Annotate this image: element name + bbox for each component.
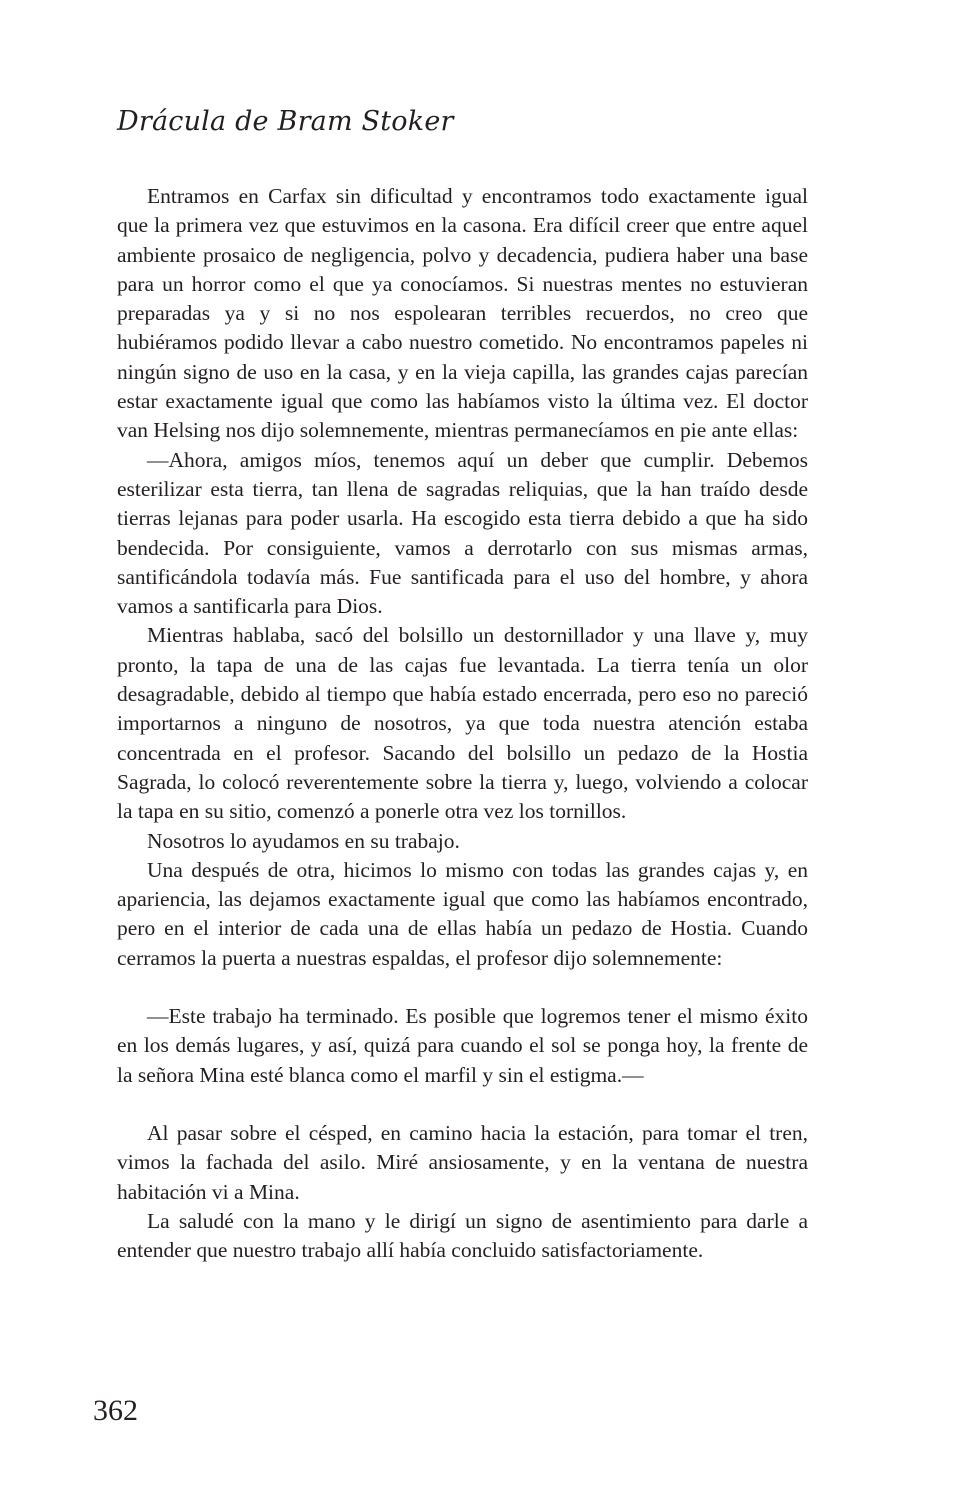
paragraph-spacer (117, 973, 808, 1002)
body-text (117, 182, 808, 1265)
paragraph: La saludé con la mano y le dirigí un signo de asentimiento para darle a entender que nuestro trabajo allí había concluido satisfactoriamente. (117, 1208, 808, 1263)
paragraph: Al pasar sobre el césped, en camino hacia la estación, para tomar el tren, vimos la fachada del asilo. Miré ansiosamente, y en la ventana de nuestra habitación vi a Mina. (117, 1120, 808, 1204)
paragraph-spacer (117, 1090, 808, 1119)
paragraph: Una después de otra, hicimos lo mismo con todas las grandes cajas y, en apariencia, las dejamos exactamente igual que como las habíamos encontrado, pero en el interior de cada una de ellas había un pedazo de Hostia. Cuando cerramos la puerta a nuestras espaldas, el profesor dijo solemnemente: (117, 857, 808, 970)
paragraph: Entramos en Carfax sin dificultad y encontramos todo exactamente igual que la primera vez que estuvimos en la casona. Era difícil creer que entre aquel ambiente prosaico de negligencia, polvo y decadencia, pudiera haber una base para un horror como el que ya conocíamos. Si nuestras mentes no estuvieran preparadas ya y si no nos espolearan terribles recuerdos, no creo que hubiéramos podido llevar a cabo nuestro cometido. No encontramos papeles ni ningún signo de uso en la casa, y en la vieja capilla, las grandes cajas parecían estar exactamente igual que como las habíamos visto la última vez. El doctor van Helsing nos dijo solemnemente, mientras permanecíamos en pie ante ellas: (117, 184, 808, 443)
page-number: 362 (93, 1394, 138, 1427)
paragraph: —Este trabajo ha terminado. Es posible que logremos tener el mismo éxito en los demás lugares, y así, quizá para cuando el sol se ponga hoy, la frente de la señora Mina esté blanca como el marfil y sin el estigma.— (117, 1004, 808, 1087)
running-head-title: Drácula de Bram Stoker (117, 106, 454, 137)
paragraph: Mientras hablaba, sacó del bolsillo un destornillador y una llave y, muy pronto, la tapa de una de las cajas fue levantada. La tierra tenía un olor desagradable, debido al tiempo que había estado encerrada, pero eso no pareció importarnos a ninguno de nosotros, ya que toda nuestra atención estaba concentrada en el profesor. Sacando del bolsillo un pedazo de la Hostia Sagrada, lo colocó reverentemente sobre la tierra y, luego, volviendo a colocar la tapa en su sitio, comenzó a ponerle otra vez los tornillos. (117, 623, 808, 824)
paragraph: —Ahora, amigos míos, tenemos aquí un deber que cumplir. Debemos esterilizar esta tierra, tan llena de sagradas reliquias, que la han traído desde tierras lejanas para poder usarla. Ha escogido esta tierra debido a que ha sido bendecida. Por consiguiente, vamos a derrotarlo con sus mismas armas, santificándola todavía más. Fue santificada para el uso del hombre, y ahora vamos a santificarla para Dios. (117, 447, 808, 619)
paragraph: Nosotros lo ayudamos en su trabajo. (147, 828, 460, 853)
